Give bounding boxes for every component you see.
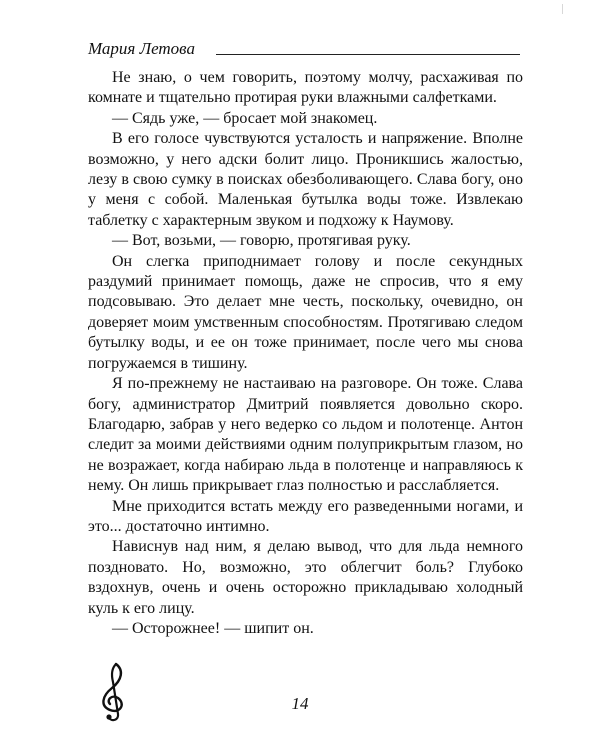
page-number: 14 bbox=[291, 694, 309, 713]
body-text bbox=[88, 68, 523, 639]
paragraph: — Сядь уже, — бросает мой знакомец. bbox=[112, 109, 378, 127]
paragraph: Я по-прежнему не настаиваю на разговоре. Он тоже. Слава богу, администратор Дмитрий появляется довольно скоро. Благодарю, забрав у него ведерко со льдом и полотенце. Антон следит за моими действиями одним полуприкрытым глазом, но не возражает, когда набираю льда в полотенце и направляюсь к нему. Он лишь прикрывает глаз полностью и расслабляется. bbox=[88, 375, 523, 495]
author-name: Мария Летова bbox=[88, 38, 199, 60]
paragraph: Нависнув над ним, я делаю вывод, что для льда немного поздновато. Но, возможно, это облегчит боль? Глубоко вздохнув, очень и очень осторожно прикладываю холодный куль к его лицу. bbox=[88, 538, 523, 617]
scan-mark bbox=[562, 4, 563, 14]
paragraph: В его голосе чувствуются усталость и напряжение. Вполне возможно, у него адски болит лицо. Проникшись жалостью, лезу в свою сумку в поисках обезболивающего. Слава богу, оно у меня с собой. Маленькая бутылка воды тоже. Извлекаю таблетку с характерным звуком и подхожу к Наумову. bbox=[88, 130, 523, 229]
paragraph: Мне приходится встать между его разведенными ногами, и это... достаточно интимно. bbox=[88, 497, 523, 535]
header-rule bbox=[216, 54, 520, 55]
paragraph: — Вот, возьми, — говорю, протягивая руку. bbox=[112, 232, 411, 250]
paragraph: Не знаю, о чем говорить, поэтому молчу, расхаживая по комнате и тщательно протирая руки влажными салфетками. bbox=[88, 69, 523, 107]
paragraph: — Осторожнее! — шипит он. bbox=[112, 619, 314, 637]
paragraph: Он слегка приподнимает голову и после секундных раздумий принимает помощь, даже не спросив, что я ему подсовываю. Это делает мне честь, поскольку, очевидно, он доверяет моим умственным способностям. Протягиваю следом бутылку воды, и ее он тоже принимает, после чего мы снова погружаемся в тишину. bbox=[88, 252, 523, 372]
running-header bbox=[88, 38, 520, 60]
